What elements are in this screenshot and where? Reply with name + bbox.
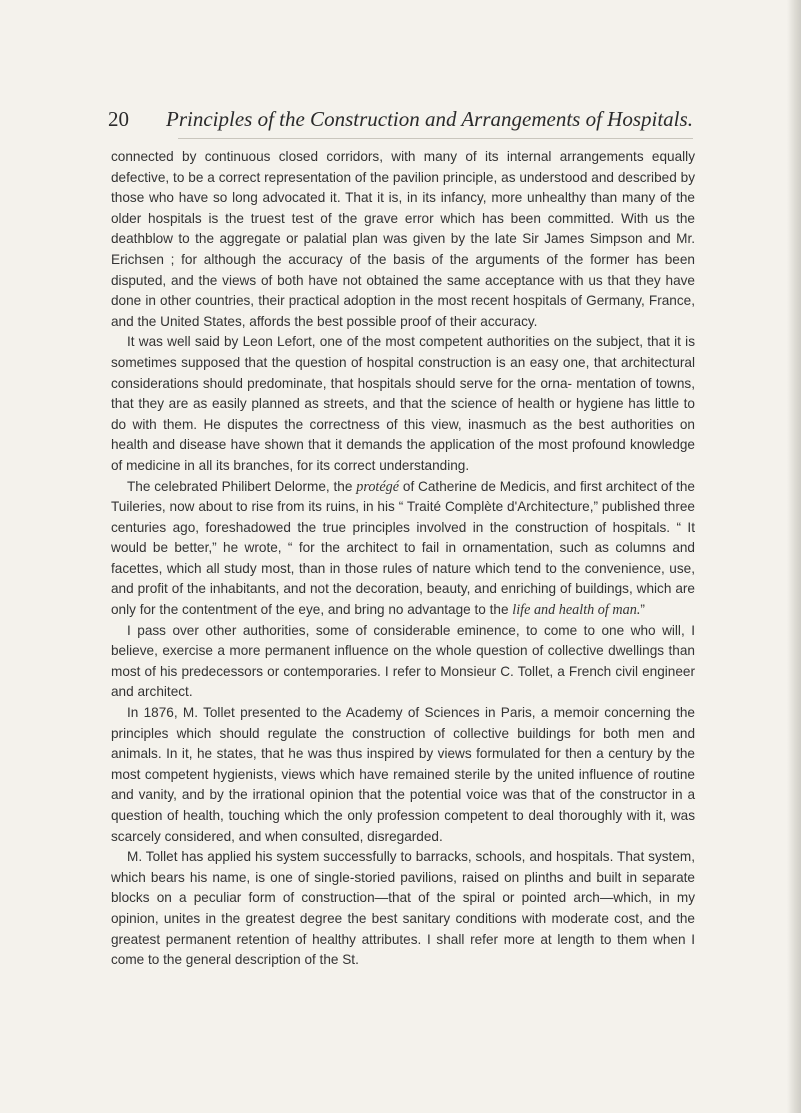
paragraph-3-part-1: The celebrated Philibert Delorme, the — [127, 478, 357, 494]
paragraph-3 — [111, 477, 695, 621]
body-text — [111, 147, 695, 971]
paragraph-3-italic-protege: protégé — [356, 478, 400, 495]
paragraph-1: connected by continuous closed corridors, with many of its internal arrangements equally defective, to be a correct representation of the pavilion principle, as understood and described by those who have so long advocated it. That it is, in its infancy, more unhealthy than many of the older hospitals is the truest test of the grave error which has been committed. With us the deathblow to the aggregate or palatial plan was given by the late Sir James Simpson and Mr. Erichsen ; for although the accuracy of the basis of the arguments of the former has been disputed, and the views of both have not obtained the same acceptance with us that they have done in other countries, their practical adoption in the most recent hospitals of Germany, France, and the United States, affords the best possible proof of their accuracy. — [111, 149, 695, 329]
paragraph-5: In 1876, M. Tollet presented to the Academy of Sciences in Paris, a memoir concerning the principles which should regulate the construction of collective buildings for both men and animals. In it, he states, that he was thus inspired by views formulated for then a century by the most competent hygienists, views which have remained sterile by the united influence of routine and vanity, and by the irrational opinion that the potential voice was that of the constructor in a question of health, touching which the only profession competent to deal thoroughly with it, was scarcely considered, and when consulted, disregarded. — [111, 705, 695, 844]
paragraph-3-part-2: of Catherine de Medicis, and first architect of the Tuileries, now about to rise from its ruins, in his “ Traité Complète d'Architecture,” published three centuries ago, foreshadowed the true principles involved in the construction of hospitals. “ It would be better,” he wrote, “ for the architect to fail in ornamentation, such as columns and facettes, which all study most, than in those rules of nature which tend to the convenience, use, and profit of the inhabitants, and not the decoration, beauty, and enriching of buildings, which are only for the contentment of the eye, and bring no advantage to the — [111, 478, 695, 618]
header-rule — [178, 138, 693, 139]
running-head — [108, 104, 693, 134]
paragraph-6: M. Tollet has applied his system successfully to barracks, schools, and hospitals. That system, which bears his name, is one of single-storied pavilions, raised on plinths and built in separate blocks on a peculiar form of construction—that of the spiral or pointed arch—which, in my opinion, unites in the greatest degree the best sanitary conditions with moderate cost, and the greatest permanent retention of healthy attributes. I shall refer more at length to them when I come to the general description of the St. — [111, 849, 695, 968]
page-number: 20 — [108, 107, 129, 131]
paragraph-3-part-3: ” — [640, 602, 645, 618]
paragraph-3-italic-life-health: life and health of man. — [512, 602, 641, 619]
paragraph-4: I pass over other authorities, some of considerable eminence, to come to one who will, I believe, exercise a more permanent influence on the whole question of collective dwellings than most of his predecessors or contemporaries. I refer to Monsieur C. Tollet, a French civil engineer and architect. — [111, 622, 695, 700]
paragraph-2: It was well said by Leon Lefort, one of the most competent authorities on the subject, that it is sometimes supposed that the question of hospital construction is an easy one, that architectural considerations should predominate, that hospitals should serve for the orna- mentation of towns, that they are as easily planned as streets, and that the science of health or hygiene has little to do with them. He disputes the correctness of this view, inasmuch as the best authorities on health and disease have shown that it demands the application of the most profound knowledge of medicine in all its branches, for its correct understanding. — [111, 334, 695, 473]
page-title: Principles of the Construction and Arrangements of Hospitals. — [166, 107, 693, 131]
page-edge-shadow — [787, 0, 801, 1113]
